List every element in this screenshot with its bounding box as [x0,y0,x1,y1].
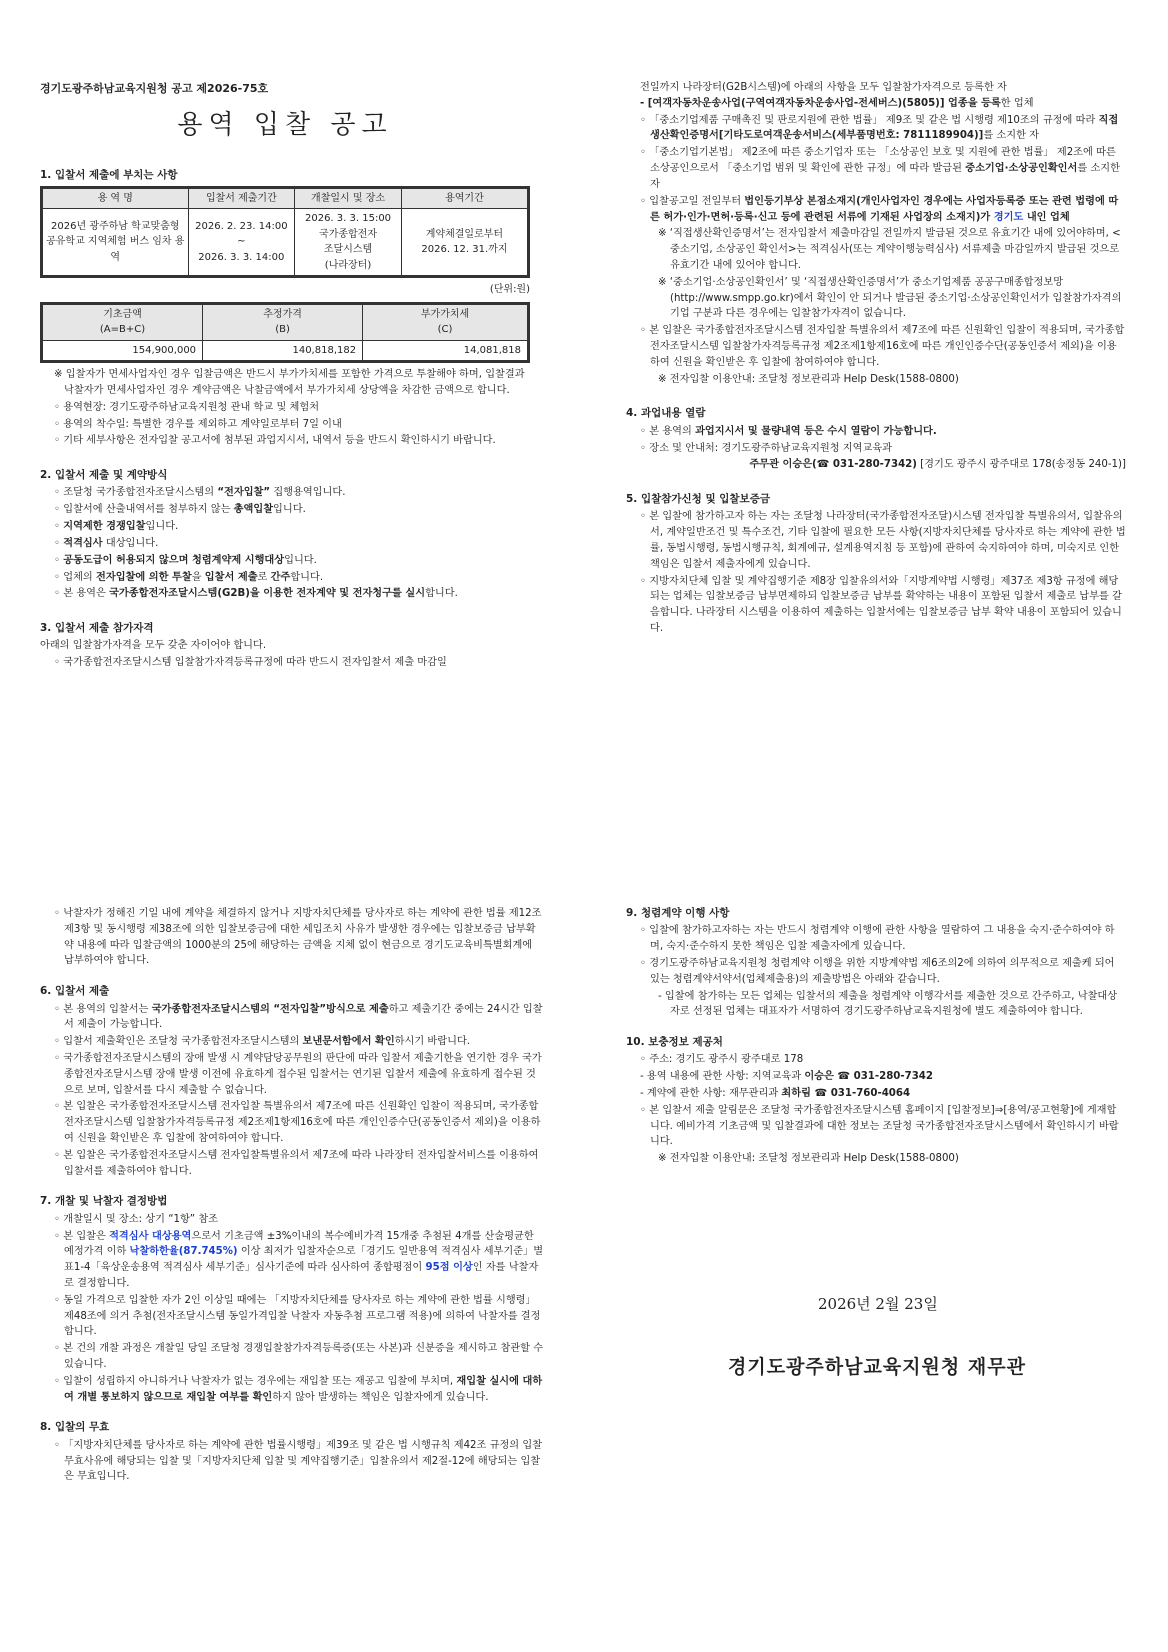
opening-cell [295,209,402,276]
s6-item-4: ◦ 본 입찰은 국가종합전자조달시스템 전자입찰 특별유의서 제7조에 따른 신원확인 입찰이 적용되며, 국가종합전자조달시스템 입찰참가자격등록규정 제2조제1항제16호에 따른 개인인증수단(공동인증서 제외)을 이용하여 신원을 확인받은 후 입찰에 참여하여야 합니다. [54,1101,541,1145]
estimated-price-value: 140,818,182 [203,340,363,361]
period-end: 2026. 3. 3. 14:00 [198,251,285,263]
th-opening: 개찰일시 및 장소 [295,188,402,209]
s1-note-2: ◦ 용역현장: 경기도광주하남교육지원청 관내 학교 및 체험처 [54,401,320,413]
s10-item-3: - 계약에 관한 사항: 재무관리과 최하림 ☎ 031-760-4064 [640,1088,911,1100]
th-estimated-price-b: (B) [275,324,290,336]
s3-item-1: ◦ 국가종합전자조달시스템 입찰참가자격등록규정에 따라 반드시 전자입찰서 제출 마감일 [54,657,447,669]
vat-value: 14,081,818 [363,340,528,361]
s9-item-2: ◦ 경기도광주하남교육지원청 청렴계약 이행을 위한 지방계약법 제6조의2에 의하여 의무적으로 제출케 되어 있는 청렴계약서약서(업체제출용)의 제출방법은 아래와 같습니다. [640,957,1115,985]
issuer-org: 경기도광주하남교육지원청 재무관 [728,1356,1026,1378]
s1-note-3: ◦ 용역의 착수일: 특별한 경우를 제외하고 계약일로부터 7일 이내 [54,418,342,430]
s3-cont-item-4: ◦ 「중소기업기본법」 제2조에 따른 중소기업자 또는 「소상공인 보호 및 지원에 관한 법률」 제2조에 따른 소상공인으로서 「중소기업 범위 및 확인에 관한 규정」에 따라 발급된 중소기업·소상공인확인서를 소지한 자 [640,147,1120,190]
bottom-right-column [626,905,1126,1168]
s3-cont-item-5: ◦ 입찰공고일 전일부터 법인등기부상 본점소재지(개인사업자인 경우에는 사업자등록증 또는 관련 법령에 따른 허가·인가·면허·등록·신고 등에 관련된 서류에 기재된 사업장의 소재지)가 경기도 내인 업체 [640,195,1119,223]
opening-place-3: (나라장터) [324,259,372,271]
th-base-price-b: (A=B+C) [99,324,146,336]
term-line-1: 계약체결일로부터 [425,228,504,240]
section-9-heading: 9. 청렴계약 이행 사항 [626,907,730,919]
s7-item-5: ◦ 입찰이 성립하지 아니하거나 낙찰자가 없는 경우에는 재입찰 또는 재공고 입찰에 부치며, 재입찰 실시에 대하여 개별 통보하지 않으므로 재입찰 여부를 확인하지 않아 발생하는 책임은 입찰자에게 있습니다. [54,1375,543,1403]
s1-note-1: ※ 입찰자가 면세사업자인 경우 입찰금액은 반드시 부가가치세를 포함한 가격으로 투찰해야 하며, 입찰결과 낙찰자가 면세사업자인 경우 계약금액은 낙찰금액에서 부가가치세 상당액을 차감한 금액으로 합니다. [54,369,525,396]
submit-period-cell [188,209,295,276]
s5-item-2: ◦ 지방자치단체 입찰 및 계약집행기준 제8장 입찰유의서와「지방계약법 시행령」제37조 제3항 규정에 해당되는 업체는 입찰보증금 납부면제하되 입찰보증금 납부를 확약하는 내용이 포함된 입찰서 제출로 납부를 갈음합니다. 나라장터 시스템을 이용하여 제출하는 입찰서에는 입찰보증금 납부 확약 내용이 포함되어 있습니다. [640,575,1122,635]
bid-info-table [40,186,530,279]
s4-item-1: ◦ 본 용역의 과업지시서 및 물량내역 등은 수시 열람이 가능합니다. [640,425,937,437]
s3-cont-item-3: ◦ 「중소기업제품 구매촉진 및 판로지원에 관한 법률」 제9조 및 같은 법 시행령 제10조의 규정에 따라 직접생산확인증명서[기타도로여객운송서비스(세부품명번호: 7811189904)]를 소지한 자 [640,114,1119,142]
section-5-heading: 5. 입찰참가신청 및 입찰보증금 [626,493,770,506]
s4-contact: 주무관 이승은(☎ 031-280-7342) [경기도 광주시 광주대로 178(송정동 240-1)] [749,459,1126,471]
th-submit-period: 입찰서 제출기간 [188,188,295,209]
page-title: 용역 입찰 공고 [177,110,393,141]
s6-item-5: ◦ 본 입찰은 국가종합전자조달시스템 전자입찰특별유의서 제7조에 따라 나라장터 전자입찰서비스를 이용하여 입찰서를 제출하여야 합니다. [54,1149,539,1177]
s10-item-1: ◦ 주소: 경기도 광주시 광주대로 178 [640,1054,804,1066]
service-term-cell [401,209,527,276]
s9-item-1: ◦ 입찰에 참가하고자하는 자는 반드시 청렴계약 이행에 관한 사항을 열람하여 그 내용을 숙지·준수하여야 하며, 숙지·준수하지 못한 책임은 입찰 제출자에게 있습니다. [640,925,1115,953]
section-1-heading: 1. 입찰서 제출에 부치는 사항 [40,169,178,182]
notice-number: 경기도광주하남교육지원청 공고 제2026-75호 [40,82,269,95]
th-vat-b: (C) [437,324,453,336]
s4-item-2: ◦ 장소 및 안내처: 경기도광주하남교육지원청 지역교육과 [640,442,892,454]
section-7-heading: 7. 개찰 및 낙찰자 결정방법 [40,1195,168,1208]
section-8-heading: 8. 입찰의 무효 [40,1421,110,1434]
s2-item-7: ◦ 본 용역은 국가종합전자조달시스템(G2B)을 이용한 전자계약 및 전자청구를 실시합니다. [54,588,458,600]
s2-item-5: ◦ 공동도급이 허용되지 않으며 청렴계약제 시행대상입니다. [54,554,317,566]
s3-cont-note-2: ※ ‘중소기업·소상공인확인서’ 및 ‘직접생산확인증명서’가 중소기업제품 공공구매종합정보망(http://www.smpp.go.kr)에서 확인이 안 되거나 발급된 중소기업·소상공인확인서가 입찰참가자격의 기업 구분과 다른 경우에는 입찰참가자격이 없습니다. [658,276,1122,320]
s3-intro: 아래의 입찰참가자격을 모두 갖춘 자이어야 합니다. [40,640,267,652]
s3-cont-line-1: 전일까지 나라장터(G2B시스템)에 아래의 사항을 모두 입찰참가자격으로 등록한 자 [640,82,1007,93]
s3-cont-item-6: ◦ 본 입찰은 국가종합전자조달시스템 전자입찰 특별유의서 제7조에 따른 신원확인 입찰이 적용되며, 국가종합전자조달시스템 입찰참가자격등록규정 제2조제1항제16호에 따른 개인인증수단(공동인증서 제외)을 이용하여 신원을 확인받은 후 입찰에 참여하여야 합니다. [640,325,1125,368]
s1-note-4: ◦ 기타 세부사항은 전자입찰 공고서에 첨부된 과업지시서, 내역서 등을 반드시 확인하시기 바랍니다. [54,435,496,447]
opening-time: 2026. 3. 3. 15:00 [304,213,392,225]
notice-date: 2026년 2월 23일 [818,1295,938,1313]
section-4-heading: 4. 과업내용 열람 [626,407,706,420]
s8-item-1: ◦ 「지방자치단체를 당사자로 하는 계약에 관한 법률시행령」제39조 및 같은 법 시행규칙 제42조 규정의 입찰 무효사유에 해당되는 입찰 및「지방자치단체 입찰 및 계약집행기준」입찰유의서 제2절-12에 해당되는 입찰은 무효입니다. [54,1439,543,1483]
th-vat [363,304,528,340]
top-right-column [626,80,1126,638]
section-3-heading: 3. 입찰서 제출 참가자격 [40,622,154,635]
period-sep: ~ [237,236,246,248]
period-start: 2026. 2. 23. 14:00 [195,220,288,232]
opening-place-1: 국가종합전자 [319,228,378,240]
price-table [40,302,530,364]
s9-item-3: - 입찰에 참가하는 모든 업체는 입찰서의 제출을 청렴계약 이행각서를 제출한 것으로 간주하고, 낙찰대상자로 선정된 업체는 대표자가 서명하여 경기도광주하남교육지원청에 별도 제출하여야 합니다. [658,990,1118,1018]
s6-item-1: ◦ 본 용역의 입찰서는 국가종합전자조달시스템의 “전자입찰”방식으로 제출하고 제출기간 중에는 24시간 입찰서 제출이 가능합니다. [54,1003,543,1031]
s7-item-1: ◦ 개찰일시 및 장소: 상기 “1항” 참조 [54,1213,219,1225]
s3-cont-note-3: ※ 전자입찰 이용안내: 조달청 정보관리과 Help Desk(1588-0800) [658,373,959,385]
s6-item-2: ◦ 입찰서 제출확인은 조달청 국가종합전자조달시스템의 보낸문서함에서 확인하시기 바랍니다. [54,1036,471,1048]
s2-item-4: ◦ 적격심사 대상입니다. [54,537,159,549]
s10-item-4: ◦ 본 입찰서 제출 알림문은 조달청 국가종합전자조달시스템 홈페이지 [입찰정보]⇒[용역/공고현황]에 게재합니다. 예비가격 기초금액 및 입찰결과에 대한 정보는 조달청 국가종합전자조달시스템에서 확인하시기 바랍니다. [640,1104,1119,1148]
th-service-term: 용역기간 [401,188,527,209]
base-price-value: 154,900,000 [43,340,203,361]
term-line-2: 2026. 12. 31.까지 [421,244,508,256]
s2-item-6: ◦ 업체의 전자입찰에 의한 투찰을 입찰서 제출로 간주합니다. [54,571,324,583]
section-2-heading: 2. 입찰서 제출 및 계약방식 [40,469,168,482]
section-6-heading: 6. 입찰서 제출 [40,985,110,998]
s5-cont-item-1: ◦ 낙찰자가 정해진 기일 내에 계약을 체결하지 않거나 지방자치단체를 당사자로 하는 계약에 관한 법률 제12조 제3항 및 동시행령 제38조에 의한 입찰보증금에 대한 세입조치 사유가 발생한 경우에는 입찰보증금 납부확약 내용에 따라 입찰금액의 1000분의 25에 해당하는 금액을 지체 없이 현금으로 경기도교육비특별회계에 납부하여야 합니다. [54,908,542,967]
s7-item-2: ◦ 본 입찰은 적격심사 대상용역으로서 기초금액 ±3%이내의 복수예비가격 15개중 추첨된 4개를 산술평균한 예정가격 이하 낙찰하한율(87.745%) 이상 최저가 입찰자순으로「경기도 일반용역 적격심사 세부기준」별표1-4「육상운송용역 적격심사 세부기준」심사기준에 따라 심사하여 종합평점이 95점 이상인 자를 낙찰자로 결정합니다. [54,1230,544,1289]
s2-item-2: ◦ 입찰서에 산출내역서를 첨부하지 않는 총액입찰입니다. [54,504,306,516]
s6-item-3: ◦ 국가종합전자조달시스템의 장애 발생 시 계약담당공무원의 판단에 따라 입찰서 제출기한을 연기한 경우 국가종합전자조달시스템 장애 발생 이전에 유효하게 접수된 입찰서는 연기된 입찰서 제출에 유효하게 접수된 것으로 보며, 입찰서를 다시 제출할 수 없습니다. [54,1052,542,1096]
th-vat-a: 부가가치세 [420,308,470,320]
service-name-cell: 2026년 광주하남 학교맞춤형 공유학교 지역체험 버스 임차 용역 [43,209,189,276]
th-base-price-a: 기초금액 [103,308,142,320]
s5-item-1: ◦ 본 입찰에 참가하고자 하는 자는 조달청 나라장터(국가종합전자조달)시스템 전자입찰 특별유의서, 입찰유의서, 계약일반조건 및 특수조건, 기타 입찰에 필요한 모든 사항(지방자치단체를 당사자로 하는 계약에 관한 법률, 동법시행령, 동법시행규칙, 회계예규, 설계용역지침 등 포함)에 관하여 숙지하여야 하며, 미숙지로 인한 책임은 입찰서 제출자에게 있습니다. [640,511,1126,570]
s3-cont-note-1: ※ ‘직접생산확인증명서’는 전자입찰서 제출마감일 전일까지 발급된 것으로 유효기간 내에 있어야하며, <중소기업, 소상공인 확인서>는 적격심사(또는 계약이행능력심사) 서류제출 마감일까지 발급된 것으로 유효기간 내에 있어야 합니다. [658,228,1121,271]
s7-item-3: ◦ 동일 가격으로 입찰한 자가 2인 이상일 때에는 「지방자치단체를 당사자로 하는 계약에 관한 법률 시행령」제48조에 의거 추첨(전자조달시스템 동일가격입찰 낙찰자 자동추첨 프로그램 적용)에 의하여 낙찰자를 결정합니다. [54,1294,541,1338]
s10-item-2: - 용역 내용에 관한 사항: 지역교육과 이승은 ☎ 031-280-7342 [640,1071,933,1083]
opening-place-2: 조달시스템 [323,244,373,256]
bottom-left-column [40,905,545,1486]
unit-label: (단위:원) [489,284,530,296]
th-estimated-price-a: 추정가격 [263,308,302,320]
s10-note-1: ※ 전자입찰 이용안내: 조달청 정보관리과 Help Desk(1588-0800) [658,1153,959,1165]
s2-item-3: ◦ 지역제한 경쟁입찰입니다. [54,521,179,533]
s3-cont-line-2: - [여객자동차운송사업(구역여객자동차운송사업-전세버스)(5805)] 업종을 등록한 업체 [640,97,1034,109]
th-base-price [43,304,203,340]
section-10-heading: 10. 보충정보 제공처 [626,1036,723,1049]
s7-item-4: ◦ 본 건의 개찰 과정은 개찰일 당일 조달청 경쟁입찰참가자격등록증(또는 사본)과 신분증을 제시하고 참관할 수 있습니다. [54,1343,544,1371]
th-estimated-price [203,304,363,340]
th-service-name: 용 역 명 [43,188,189,209]
top-left-column [40,80,530,672]
s2-item-1: ◦ 조달청 국가종합전자조달시스템의 “전자입찰” 집행용역입니다. [54,487,346,499]
